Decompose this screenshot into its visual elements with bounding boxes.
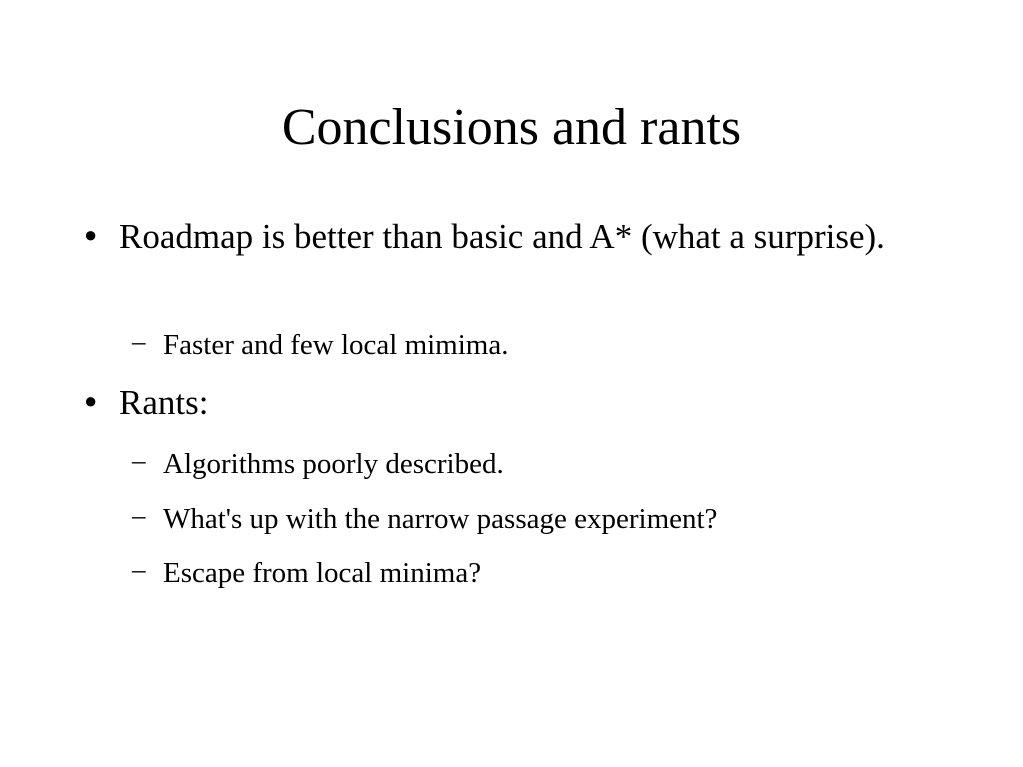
dash-icon: – (132, 554, 146, 584)
slide-title: Conclusions and rants (281, 99, 742, 156)
sub-bullet-text: Algorithms poorly described. (163, 448, 504, 480)
dash-icon: – (132, 326, 146, 356)
bullet-icon: ● (84, 388, 98, 413)
bullet-text: Rants: (119, 383, 209, 422)
bullet-icon: ● (84, 222, 98, 247)
dash-icon: – (132, 500, 146, 530)
dash-icon: – (132, 445, 146, 475)
bullet-text: Roadmap is better than basic and A* (what a surprise). (119, 217, 885, 256)
sub-bullet-text: What's up with the narrow passage experiment? (163, 503, 718, 535)
sub-bullet-text: Escape from local minima? (163, 557, 482, 589)
sub-bullet-text: Faster and few local mimima. (163, 329, 509, 361)
